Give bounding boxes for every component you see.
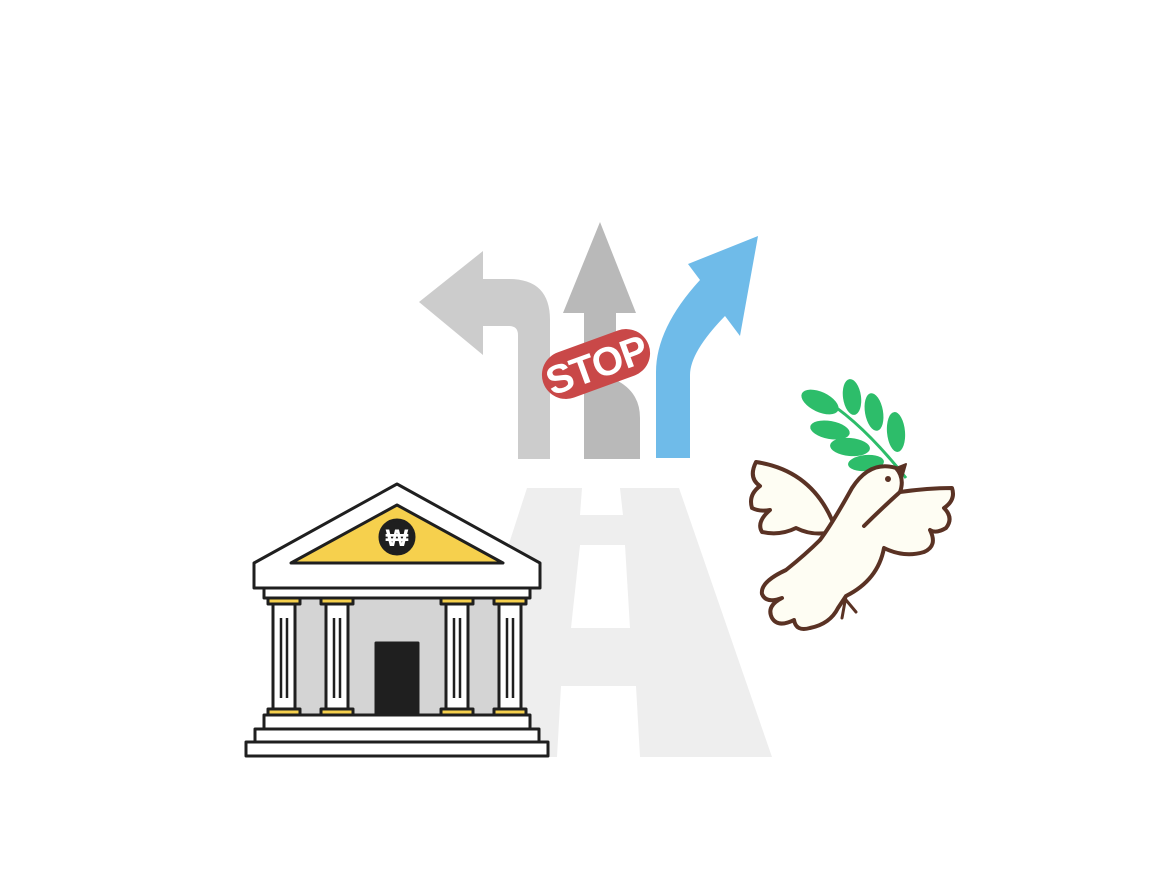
- olive-branch-icon: [798, 378, 907, 478]
- currency-symbol: ₩: [385, 525, 409, 552]
- turn-right-arrow-icon: [656, 236, 758, 458]
- dove-icon: [751, 462, 953, 629]
- bank-building-icon: [246, 484, 548, 756]
- stop-sign-label: STOP: [540, 327, 654, 405]
- won-coin-icon: [380, 520, 414, 554]
- turn-left-arrow-icon: [419, 251, 550, 459]
